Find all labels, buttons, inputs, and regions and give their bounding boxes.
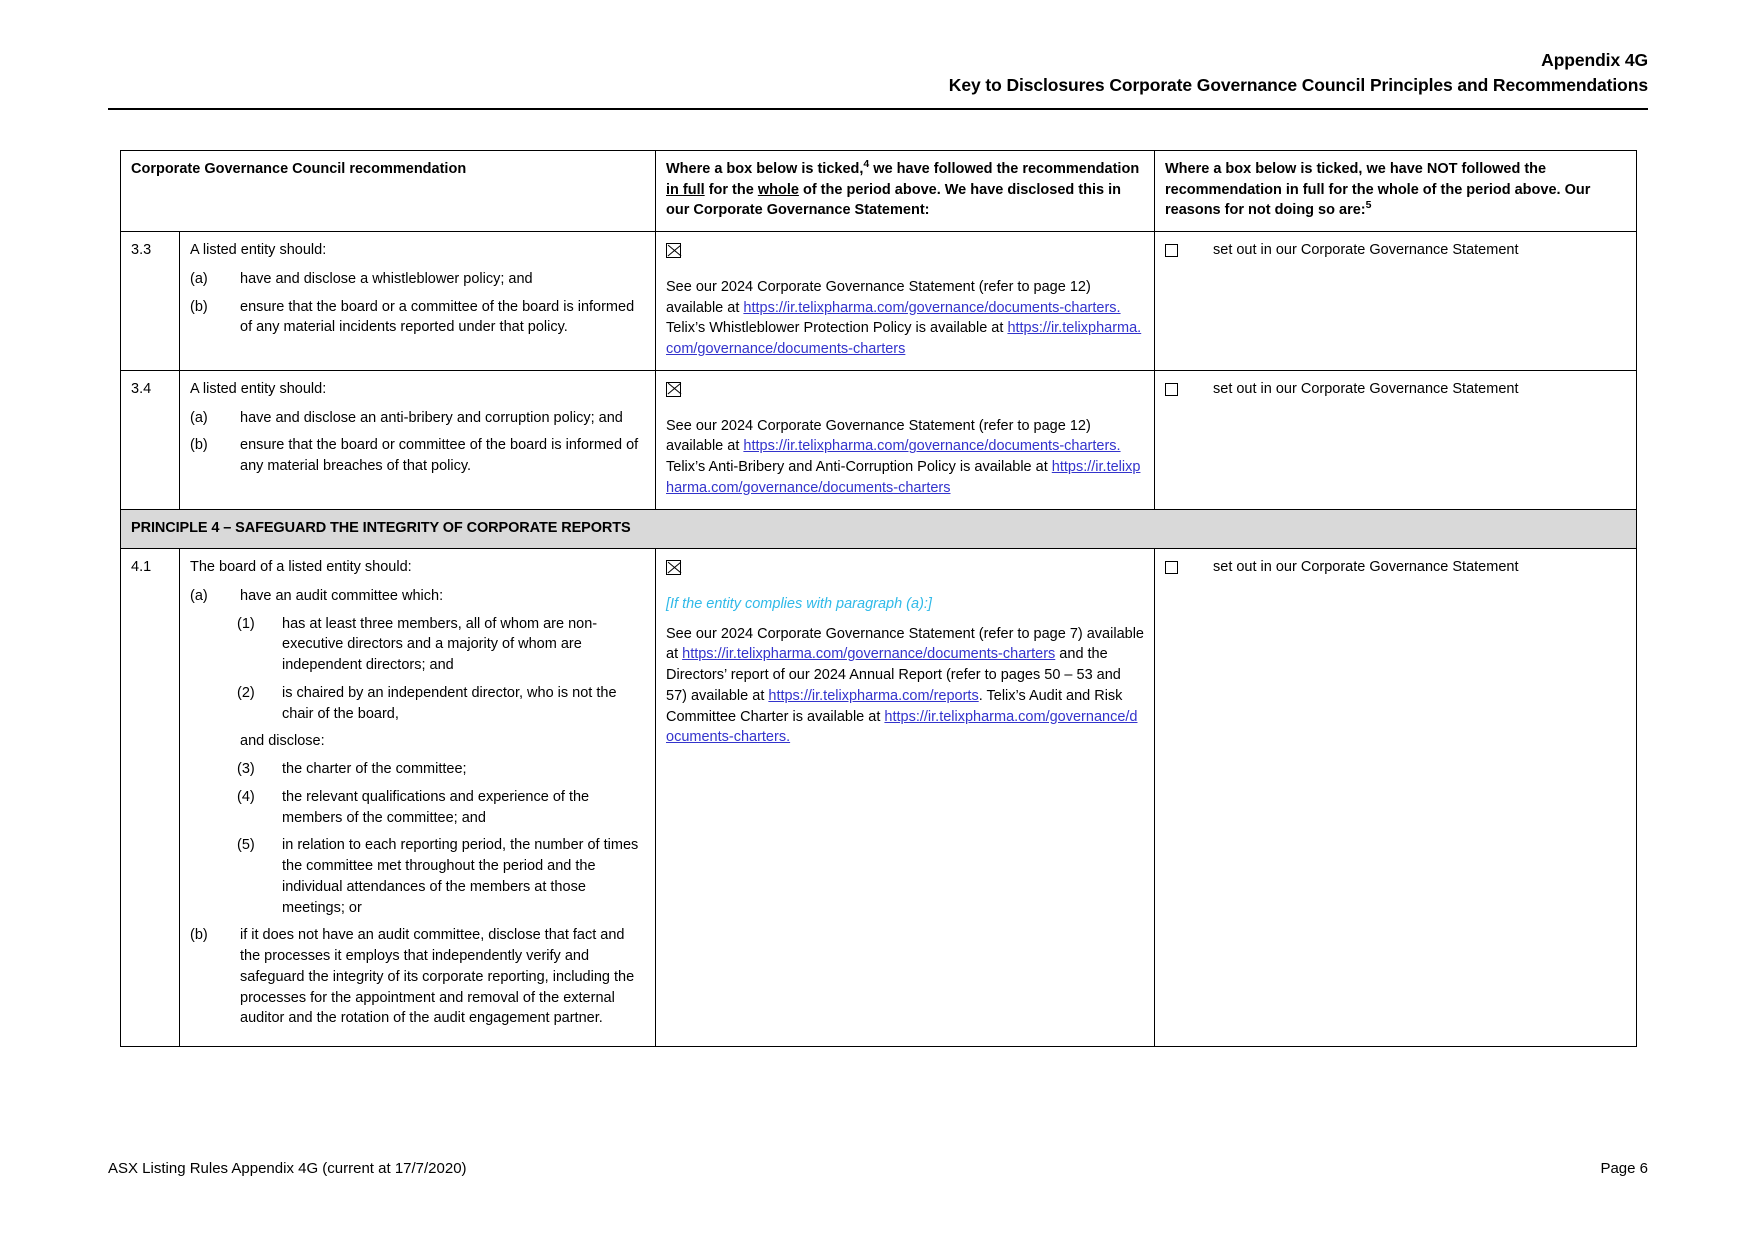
- sub-list-item-text: the relevant qualifications and experience of the members of the committee; and: [282, 788, 590, 826]
- recommendation-lead: The board of a listed entity should:: [190, 559, 412, 576]
- principle-banner: PRINCIPLE 4 – SAFEGUARD THE INTEGRITY OF CORPORATE REPORTS: [121, 509, 1637, 549]
- governance-disclosure-table: [120, 150, 1637, 1047]
- checkbox-row: [666, 381, 1144, 402]
- disclosure-link-1[interactable]: https://ir.telixpharma.com/governance/documents-charters.: [743, 438, 1121, 455]
- sub-list-item-text: in relation to each reporting period, the number of times the committee met throughout the period and the individual attendances of the members at those meetings; or: [282, 837, 639, 916]
- list-item-text: have and disclose a whistleblower policy; and: [240, 270, 533, 287]
- checkbox-row: [666, 559, 1144, 580]
- sub-list-marker: (3): [237, 761, 255, 778]
- header-subtitle: Key to Disclosures Corporate Governance Council Principles and Recommendations: [948, 75, 1648, 96]
- disclosure-link-2[interactable]: https://ir.telixpharma.com/governance/documents-charters: [666, 320, 1142, 358]
- disclosure-text-part3: . Telix’s Audit and Risk Committee Charter is available at: [666, 687, 1123, 725]
- checked-checkbox-icon[interactable]: [666, 560, 681, 575]
- checked-checkbox-icon[interactable]: [666, 243, 681, 258]
- not-followed-cell: [1155, 370, 1637, 509]
- footnote-ref-4: 4: [863, 158, 870, 171]
- list-item: [190, 269, 645, 290]
- disclosure-link-1[interactable]: https://ir.telixpharma.com/governance/documents-charters: [682, 646, 1056, 663]
- disclosure-link-1[interactable]: https://ir.telixpharma.com/governance/documents-charters.: [743, 299, 1121, 316]
- list-item-text: if it does not have an audit committee, disclose that fact and the processes it employs that independently verify and safeguard the integrity of its corporate reporting, including the processes for the appointment and removal of the external auditor and the rotation of the audit engagement partner.: [240, 927, 635, 1027]
- disclosure-text-part2: and the Directors’ report of our 2024 Annual Report (refer to pages 50 – 53 and 57) available at: [666, 646, 1121, 704]
- disclosure-link-2[interactable]: https://ir.telixpharma.com/governance/documents-charters: [666, 459, 1141, 496]
- list-item: [190, 925, 645, 1029]
- footnote-ref-5: 5: [1365, 199, 1372, 212]
- list-item-text: have an audit committee which:: [240, 588, 444, 605]
- list-marker: (b): [190, 298, 208, 315]
- sub-list-marker: (1): [237, 615, 255, 632]
- checkbox-row: [666, 242, 1144, 263]
- table-row: [121, 549, 1637, 1047]
- disclosure-text-part2: Telix’s Anti-Bribery and Anti-Corruption Policy is available at: [666, 459, 1052, 476]
- header-divider: [108, 108, 1648, 110]
- checkbox-label: set out in our Corporate Governance Statement: [1213, 242, 1519, 259]
- list-item: [190, 408, 645, 429]
- conditional-instruction-note: [If the entity complies with paragraph (a):]: [666, 596, 932, 613]
- checkbox-container: [1165, 379, 1213, 401]
- recommendation-text-cell: [180, 370, 656, 509]
- checked-checkbox-icon[interactable]: [666, 382, 681, 397]
- and-disclose-text: and disclose:: [240, 733, 325, 750]
- disclosure-text: [666, 277, 1144, 360]
- list-item: [190, 297, 645, 338]
- column-header-not-followed: [1155, 151, 1637, 232]
- recommendation-number: 3.4: [121, 370, 180, 509]
- disclosure-text-part1: See our 2024 Corporate Governance Statement (refer to page 12) available at: [666, 417, 1091, 455]
- list-item-text: have and disclose an anti-bribery and corruption policy; and: [240, 409, 623, 426]
- disclosure-text-part2: Telix’s Whistleblower Protection Policy is available at: [666, 320, 1008, 337]
- list-marker: (a): [190, 588, 208, 605]
- sub-list-item-text: is chaired by an independent director, who is not the chair of the board,: [282, 684, 617, 722]
- list-item: [190, 586, 645, 607]
- recommendation-lead: A listed entity should:: [190, 380, 327, 397]
- sub-list-item: [190, 835, 645, 918]
- unchecked-checkbox-icon[interactable]: [1165, 561, 1178, 574]
- list-marker: (b): [190, 437, 208, 454]
- list-item-text: ensure that the board or committee of the board is informed of any material breaches of that policy.: [240, 437, 639, 475]
- disclosure-text-part1: See our 2024 Corporate Governance Statement (refer to page 7) available at: [666, 625, 1144, 663]
- sub-list-marker: (2): [237, 684, 255, 701]
- recommendation-number: 4.1: [121, 549, 180, 1047]
- list-marker: (b): [190, 927, 208, 944]
- disclosure-text-part1: See our 2024 Corporate Governance Statement (refer to page 12) available at: [666, 278, 1091, 316]
- column-header-followed: [656, 151, 1155, 232]
- column-header-recommendation: Corporate Governance Council recommendation: [121, 151, 656, 232]
- disclosure-link-3[interactable]: https://ir.telixpharma.com/governance/documents-charters.: [666, 708, 1138, 746]
- followed-underline-in-full: in full: [666, 181, 705, 198]
- list-item: [190, 435, 645, 476]
- recommendation-lead: A listed entity should:: [190, 242, 327, 259]
- sub-list-marker: (4): [237, 788, 255, 805]
- checkbox-label: set out in our Corporate Governance Statement: [1213, 380, 1519, 397]
- checkbox-label: set out in our Corporate Governance Statement: [1213, 559, 1519, 576]
- checkbox-row: [1165, 557, 1626, 579]
- followed-disclosure-cell: [656, 370, 1155, 509]
- disclosure-text: [666, 416, 1144, 499]
- unchecked-checkbox-icon[interactable]: [1165, 244, 1178, 257]
- not-followed-cell: [1155, 232, 1637, 371]
- disclosure-link-2[interactable]: https://ir.telixpharma.com/reports: [768, 687, 979, 704]
- checkbox-container: [1165, 240, 1213, 262]
- table-row: [121, 232, 1637, 371]
- followed-text-part2: we have followed the recommendation: [869, 161, 1140, 177]
- sub-list-item: [190, 614, 645, 676]
- sub-list-item-text: has at least three members, all of whom are non-executive directors and a majority of whom are independent directors; and: [282, 615, 598, 674]
- not-followed-cell: [1155, 549, 1637, 1047]
- list-marker: (a): [190, 409, 208, 426]
- table-header-row: [121, 151, 1637, 232]
- followed-text-part4: of the period above. We have disclosed this in our Corporate Governance Statement:: [666, 181, 1121, 219]
- followed-disclosure-cell: [656, 549, 1155, 1047]
- sub-list-marker: (5): [237, 837, 255, 854]
- unchecked-checkbox-icon[interactable]: [1165, 383, 1178, 396]
- followed-text-part1: Where a box below is ticked,: [666, 161, 864, 177]
- recommendation-text-cell: [180, 232, 656, 371]
- sub-list-item: [190, 759, 645, 780]
- sub-list-item: [190, 683, 645, 724]
- sub-list-item: [190, 787, 645, 828]
- footer-source-text: ASX Listing Rules Appendix 4G (current at 17/7/2020): [108, 1160, 467, 1177]
- sub-list-item-text: the charter of the committee;: [282, 761, 467, 778]
- followed-text-part3: for the: [704, 181, 758, 198]
- checkbox-row: [1165, 240, 1626, 262]
- table-row: [121, 370, 1637, 509]
- checkbox-row: [1165, 379, 1626, 401]
- spacer: [190, 731, 240, 752]
- page-header: [108, 48, 1648, 99]
- footer-page-number: Page 6: [1600, 1160, 1648, 1177]
- checkbox-container: [1165, 557, 1213, 579]
- recommendation-number: 3.3: [121, 232, 180, 371]
- not-followed-text: Where a box below is ticked, we have NOT followed the recommendation in full for the whole of the period above. Our reasons for not doing so are:: [1165, 161, 1591, 219]
- and-disclose-line: [190, 731, 645, 752]
- header-appendix-title: Appendix 4G: [1541, 50, 1648, 70]
- followed-disclosure-cell: [656, 232, 1155, 371]
- disclosure-text: [666, 624, 1144, 748]
- list-marker: (a): [190, 270, 208, 287]
- principle-banner-row: [121, 509, 1637, 549]
- list-item-text: ensure that the board or a committee of the board is informed of any material incidents reported under that policy.: [240, 298, 635, 336]
- page-footer: [108, 1160, 1648, 1177]
- recommendation-text-cell: [180, 549, 656, 1047]
- followed-underline-whole: whole: [757, 181, 799, 198]
